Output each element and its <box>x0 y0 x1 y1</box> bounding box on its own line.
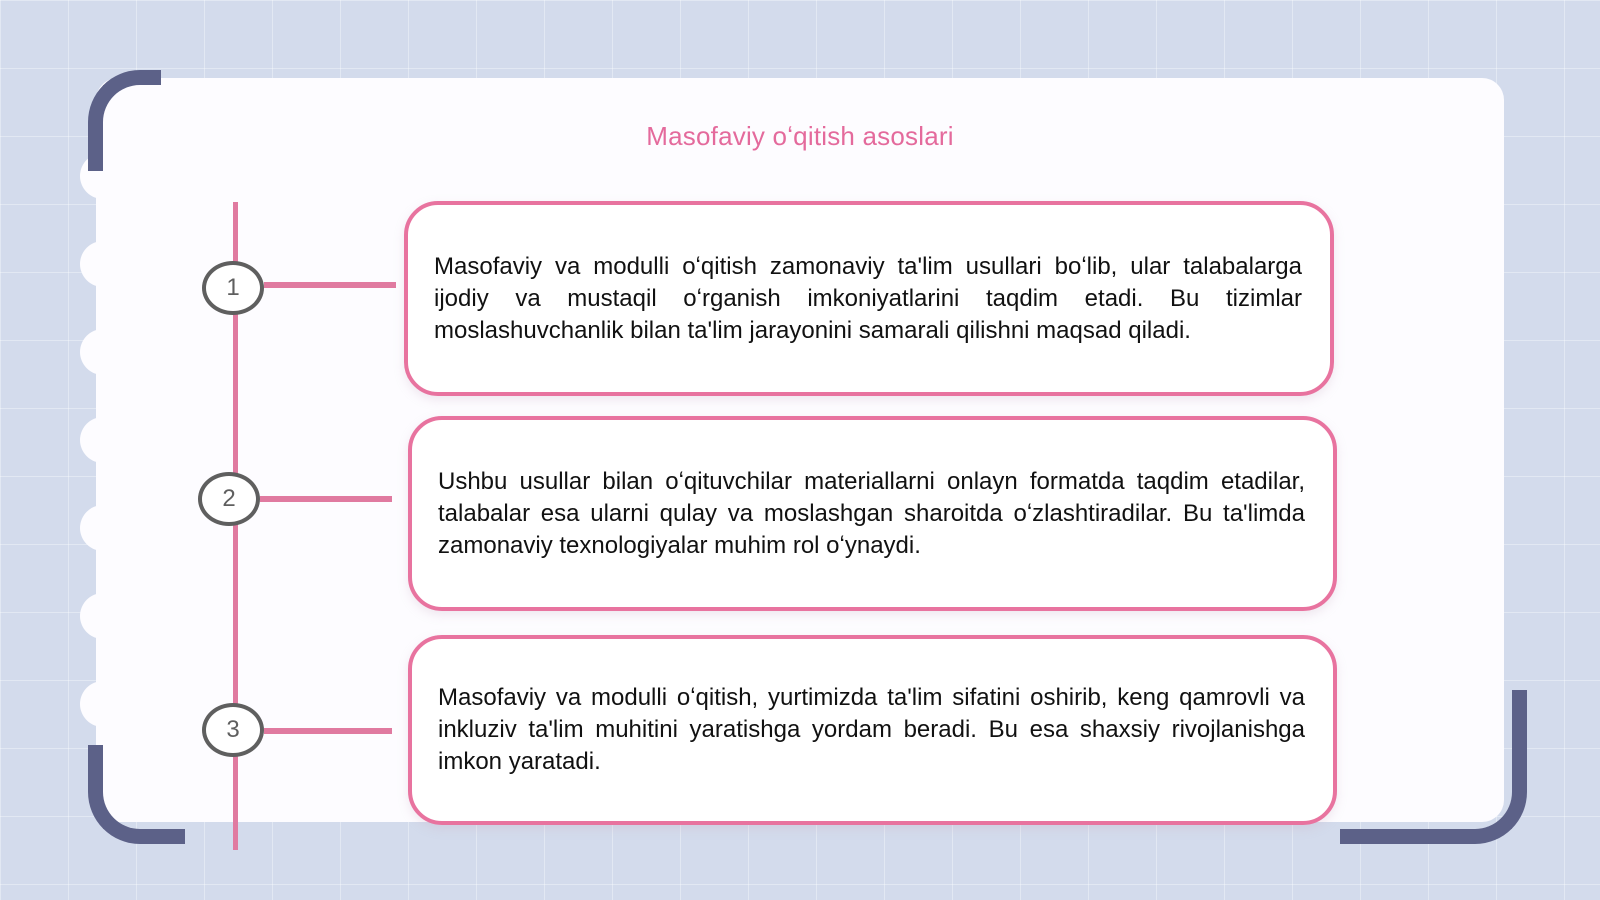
paper-scallop <box>80 241 126 287</box>
paper-scallop <box>80 505 126 551</box>
corner-bracket-bottom-right <box>1340 690 1527 844</box>
card-text: Masofaviy va modulli oʻqitish, yurtimizda ta'lim sifatini oshirib, keng qamrovli va inkluziv ta'lim muhitini yaratishga yordam beradi. Bu esa shaxsiy rivojlanishga imkon yaratadi. <box>438 684 1305 775</box>
card-text: Ushbu usullar bilan oʻqituvchilar materiallarni onlayn formatda taqdim etadilar, talabalar esa ularni qulay va moslashgan sharoitda oʻzlashtiradilar. Bu ta'limda zamonaviy texnologiyalar muhim rol oʻynaydi. <box>438 467 1305 559</box>
timeline-card <box>404 201 1334 396</box>
timeline-card <box>408 416 1337 611</box>
timeline-connector <box>264 282 396 288</box>
card-text: Masofaviy va modulli oʻqitish zamonaviy ta'lim usullari boʻlib, ular talabalarga ijodiy va mustaqil oʻrganish imkoniyatlarini taqdim etadi. Bu tizimlar moslashuvchanlik bilan ta'lim jarayonini samarali qilishni maqsad qiladi. <box>434 252 1302 344</box>
paper-scallop <box>80 329 126 375</box>
paper-scallop <box>80 681 126 727</box>
timeline-card <box>408 635 1337 825</box>
step-number-circle: 1 <box>202 261 264 315</box>
step-number-circle: 2 <box>198 472 260 526</box>
step-number-circle: 3 <box>202 703 264 757</box>
paper-scallop <box>80 593 126 639</box>
timeline-connector <box>260 496 392 502</box>
corner-bracket-bottom-left <box>88 745 185 844</box>
slide-title: Masofaviy oʻqitish asoslari <box>646 121 954 151</box>
timeline-connector <box>264 728 392 734</box>
paper-scallop <box>80 417 126 463</box>
